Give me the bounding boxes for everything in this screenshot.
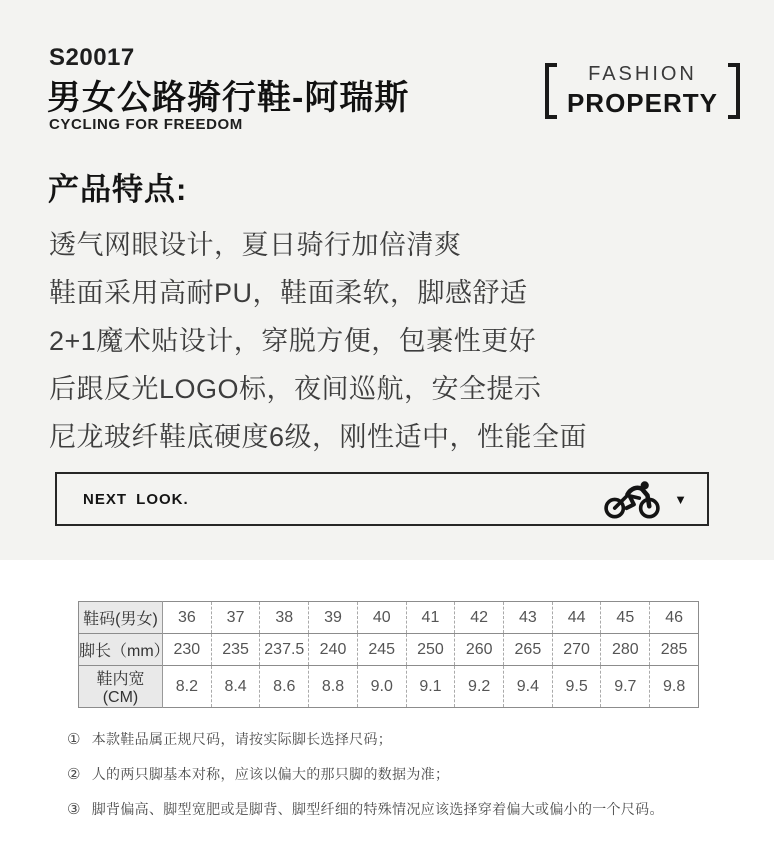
foot-length-cell: 240: [309, 634, 358, 666]
inner-width-cell: 9.5: [552, 666, 601, 708]
foot-length-cell: 237.5: [260, 634, 309, 666]
feature-item: 透气网眼设计，夏日骑行加倍清爽: [49, 230, 462, 260]
inner-width-cell: 9.1: [406, 666, 455, 708]
foot-length-cell: 250: [406, 634, 455, 666]
note-item-3: [67, 800, 727, 818]
badge-line-property: PROPERTY: [566, 88, 718, 118]
note-text: 人的两只脚基本对称，应该以偏大的那只脚的数据为准；: [91, 766, 450, 782]
row-header-inner-width: 鞋内宽(CM): [79, 666, 163, 708]
foot-length-cell: 285: [650, 634, 699, 666]
note-item-1: [67, 730, 727, 748]
fashion-property-badge: [545, 63, 740, 119]
feature-item: 尼龙玻纤鞋底硬度6级，刚性适中，性能全面: [49, 422, 588, 452]
inner-width-cell: 9.0: [357, 666, 406, 708]
foot-length-cell: 280: [601, 634, 650, 666]
size-notes: [67, 730, 727, 835]
inner-width-cell: 8.4: [211, 666, 260, 708]
row-header-foot-length: 脚长（mm）: [79, 634, 163, 666]
features-list: [49, 221, 587, 461]
size-cell: 38: [260, 602, 309, 634]
size-cell: 41: [406, 602, 455, 634]
size-cell: 36: [177, 608, 196, 626]
note-item-2: [67, 765, 727, 783]
inner-width-cell: 9.7: [601, 666, 650, 708]
right-bracket-icon: [728, 63, 740, 119]
cyclist-icon: [602, 479, 662, 519]
foot-length-cell: 235: [211, 634, 260, 666]
row-header-size: 鞋码(男女): [79, 602, 163, 634]
note-text: 脚背偏高、脚型宽肥或是脚背、脚型纤细的特殊情况应该选择穿着偏大或偏小的一个尺码。: [91, 801, 664, 817]
size-cell: 44: [552, 602, 601, 634]
table-row-size: [79, 602, 699, 634]
inner-width-cell: 8.8: [309, 666, 358, 708]
size-cell: 42: [455, 602, 504, 634]
note-text: 本款鞋品属正规尺码，请按实际脚长选择尺码；: [91, 731, 393, 747]
size-cell: 40: [357, 602, 406, 634]
foot-length-cell: 265: [504, 634, 553, 666]
foot-length-cell: 270: [552, 634, 601, 666]
left-bracket-icon: [545, 63, 557, 119]
size-table: [78, 601, 699, 708]
inner-width-cell: 9.2: [455, 666, 504, 708]
note-number: ②: [67, 766, 81, 783]
table-row-foot-length: [79, 634, 699, 666]
down-triangle-icon: ▼: [674, 491, 687, 507]
next-look-bar: [55, 472, 709, 526]
badge-line-fashion: FASHION: [588, 63, 697, 85]
size-cell: 46: [650, 602, 699, 634]
inner-width-cell: 8.6: [260, 666, 309, 708]
feature-item: 后跟反光LOGO标，夜间巡航，安全提示: [49, 374, 542, 404]
inner-width-cell: 8.2: [163, 666, 212, 708]
foot-length-cell: 230: [163, 634, 212, 666]
size-cell: 45: [601, 602, 650, 634]
product-subtitle: CYCLING FOR FREEDOM: [49, 116, 243, 133]
inner-width-cell: 9.8: [650, 666, 699, 708]
foot-length-cell: 260: [455, 634, 504, 666]
feature-item: 鞋面采用高耐PU，鞋面柔软，脚感舒适: [49, 278, 528, 308]
badge-text: [557, 63, 728, 119]
next-look-label: NEXT LOOK.: [83, 490, 189, 508]
feature-item: 2+1魔术贴设计，穿脱方便，包裹性更好: [49, 326, 537, 356]
features-heading: 产品特点:: [48, 172, 188, 207]
note-number: ③: [67, 801, 81, 818]
inner-width-cell: 9.4: [504, 666, 553, 708]
note-number: ①: [67, 731, 81, 748]
size-section: [0, 560, 774, 858]
foot-length-cell: 245: [357, 634, 406, 666]
size-cell: 43: [504, 602, 553, 634]
size-cell: 37: [211, 602, 260, 634]
product-code: S20017: [49, 44, 135, 71]
size-cell: 39: [309, 602, 358, 634]
product-title: 男女公路骑行鞋-阿瑞斯: [47, 79, 410, 117]
next-look-icons: [602, 479, 687, 519]
table-row-inner-width: [79, 666, 699, 708]
